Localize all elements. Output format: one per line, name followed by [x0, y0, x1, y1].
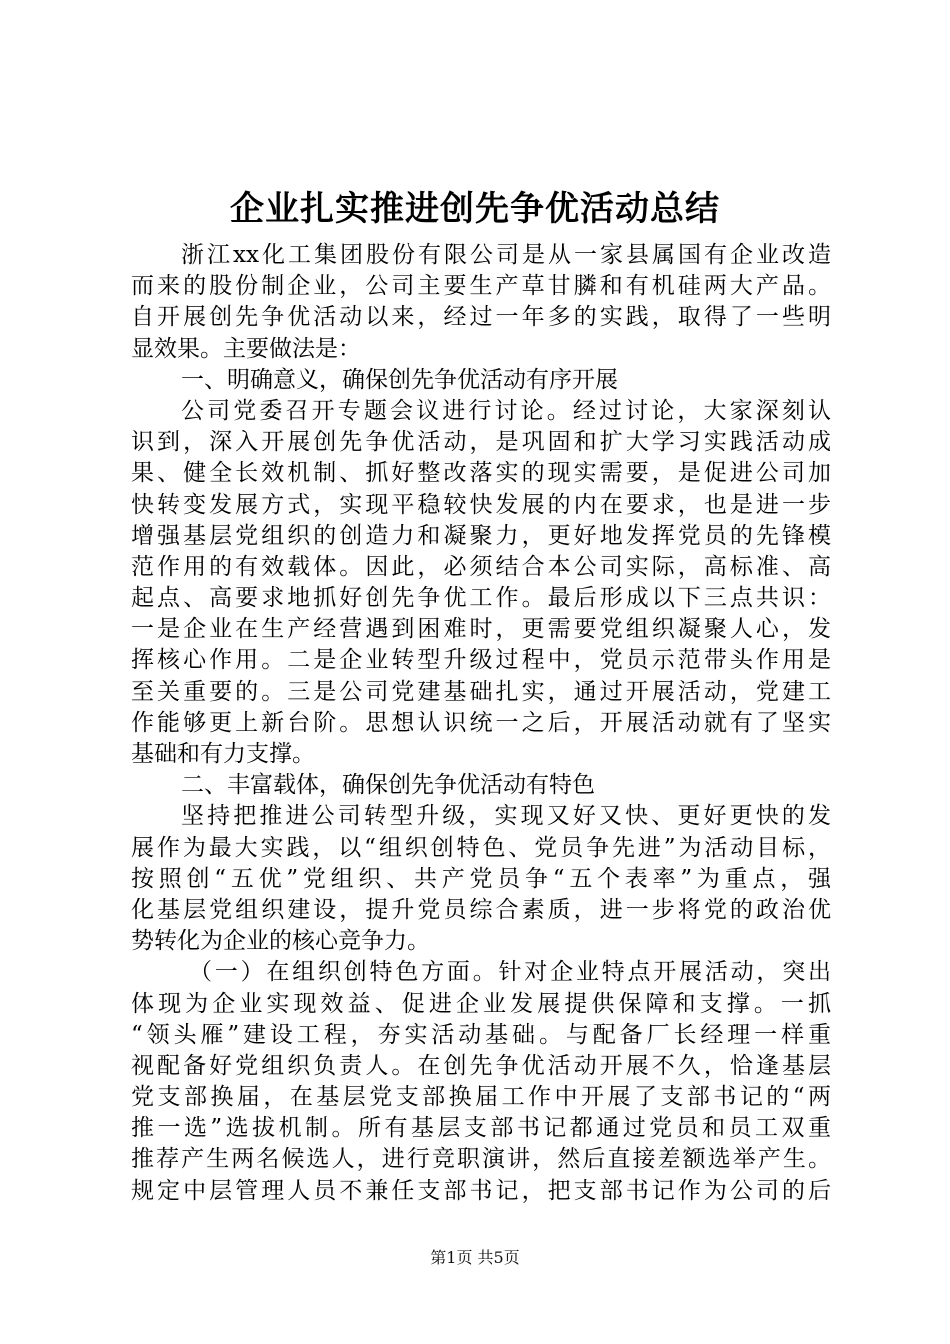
paragraph-line: 化基层党组织建设，提升党员综合素质，进一步将党的政治优 [131, 896, 831, 923]
paragraph-line: 公司党委召开专题会议进行讨论。经过讨论，大家深刻认 [181, 397, 831, 424]
paragraph-line: 推一选”选拔机制。所有基层支部书记都通过党员和员工双重 [131, 1115, 831, 1142]
paragraph-line: 起点、高要求地抓好创先争优工作。最后形成以下三点共识： [131, 585, 831, 612]
page-number-footer: 第1页 共5页 [430, 1248, 520, 1267]
paragraph-line: 基础和有力支撑。 [131, 741, 315, 767]
paragraph-line: 推荐产生两名候选人，进行竞职演讲，然后直接差额选举产生。 [131, 1146, 831, 1173]
paragraph-line: 党支部换届，在基层党支部换届工作中开展了支部书记的“两 [131, 1084, 831, 1111]
paragraph-line: 增强基层党组织的创造力和凝聚力，更好地发挥党员的先锋模 [131, 522, 831, 549]
paragraph-line: 显效果。主要做法是： [131, 335, 361, 362]
document-title: 企业扎实推进创先争优活动总结 [230, 189, 720, 229]
paragraph-line: 挥核心作用。二是企业转型升级过程中，党员示范带头作用是 [131, 647, 831, 674]
document-body [131, 240, 831, 1207]
paragraph-line: 作能够更上新台阶。思想认识统一之后，开展活动就有了坚实 [131, 709, 831, 736]
paragraph-line: 而来的股份制企业，公司主要生产草甘膦和有机硅两大产品。 [131, 273, 831, 300]
paragraph-line: 体现为企业实现效益、促进企业发展提供保障和支撑。一抓 [131, 990, 831, 1017]
paragraph-line: 势转化为企业的核心竞争力。 [131, 928, 430, 955]
section-heading: 二、丰富载体，确保创先争优活动有特色 [181, 772, 595, 799]
paragraph-line: 自开展创先争优活动以来，经过一年多的实践，取得了一些明 [131, 304, 831, 331]
paragraph-line: 浙江xx化工集团股份有限公司是从一家县属国有企业改造 [181, 242, 831, 268]
paragraph-line: 一是企业在生产经营遇到困难时，更需要党组织凝聚人心，发 [131, 616, 831, 643]
paragraph-line: 视配备好党组织负责人。在创先争优活动开展不久，恰逢基层 [131, 1052, 831, 1079]
paragraph-line: 至关重要的。三是公司党建基础扎实，通过开展活动，党建工 [131, 678, 831, 705]
paragraph-line: “领头雁”建设工程，夯实活动基础。与配备厂长经理一样重 [131, 1021, 831, 1048]
section-heading: 一、明确意义，确保创先争优活动有序开展 [181, 366, 618, 393]
paragraph-line: 展作为最大实践，以“组织创特色、党员争先进”为活动目标， [131, 834, 831, 861]
paragraph-line: 识到，深入开展创先争优活动，是巩固和扩大学习实践活动成 [131, 429, 831, 456]
paragraph-line: 按照创“五优”党组织、共产党员争“五个表率”为重点，强 [131, 865, 831, 892]
paragraph-line: （一）在组织创特色方面。针对企业特点开展活动，突出 [189, 959, 831, 986]
paragraph-line: 果、健全长效机制、抓好整改落实的现实需要，是促进公司加 [131, 460, 831, 487]
paragraph-line: 快转变发展方式，实现平稳较快发展的内在要求，也是进一步 [131, 491, 831, 518]
paragraph-line: 坚持把推进公司转型升级，实现又好又快、更好更快的发 [181, 803, 831, 830]
paragraph-line: 规定中层管理人员不兼任支部书记，把支部书记作为公司的后 [131, 1177, 831, 1204]
paragraph-line: 范作用的有效载体。因此，必须结合本公司实际，高标准、高 [131, 553, 831, 580]
